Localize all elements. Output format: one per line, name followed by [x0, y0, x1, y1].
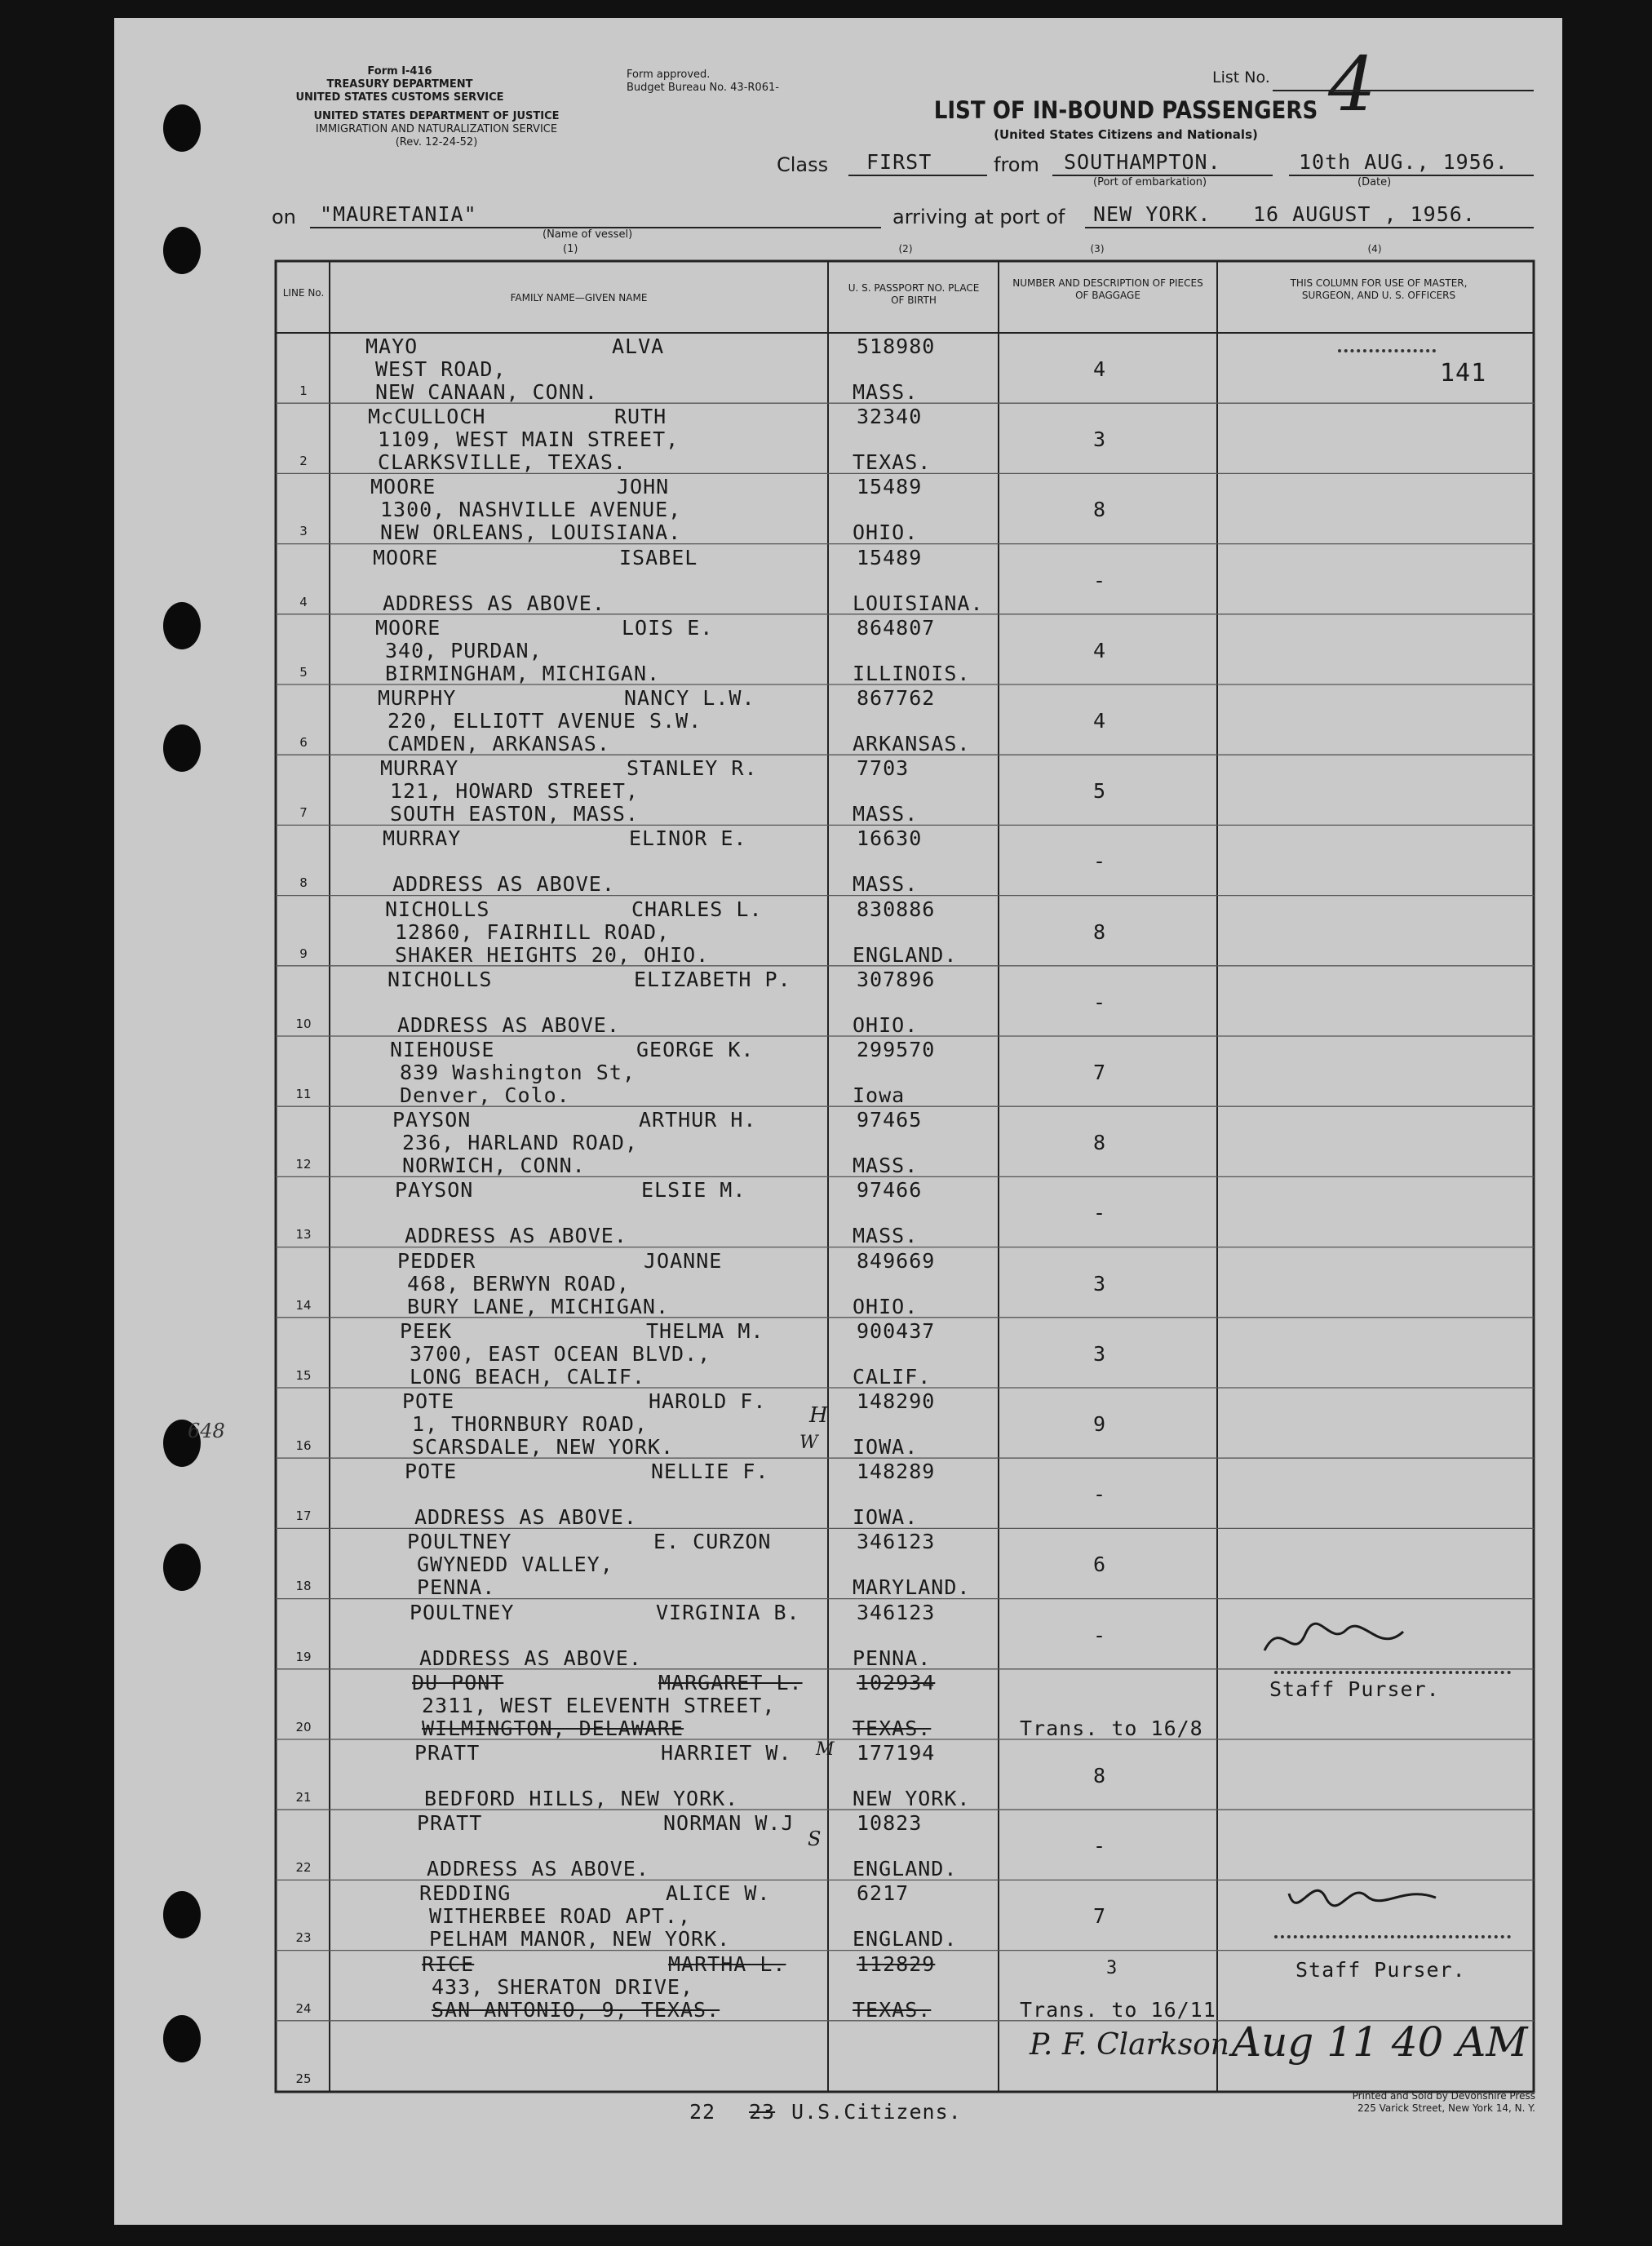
line-number: 25 [295, 2071, 312, 2086]
family-name: McCULLOCH [368, 405, 486, 429]
baggage-count: 3 [1093, 1341, 1107, 1366]
family-name: MOORE [370, 475, 436, 499]
baggage-count: 8 [1093, 919, 1107, 944]
baggage-count: - [1093, 568, 1107, 592]
list-no-value: 4 [1328, 41, 1376, 128]
passport-number: 346123 [857, 1600, 936, 1624]
place-of-birth: IOWA. [853, 1435, 919, 1459]
baggage-count: 4 [1093, 357, 1107, 381]
place-of-birth: LOUISIANA. [853, 591, 984, 615]
place-of-birth: ARKANSAS. [853, 732, 971, 755]
address-line-2: Denver, Colo. [400, 1083, 570, 1107]
family-name: MURRAY [380, 756, 459, 781]
line-number: 17 [295, 1508, 312, 1524]
address-line-2: CLARKSVILLE, TEXAS. [378, 450, 627, 475]
place-of-birth: MASS. [853, 872, 919, 897]
line-number: 24 [295, 2000, 312, 2016]
arrival-port: NEW YORK. [1093, 202, 1211, 226]
address-line-1: 236, HARLAND ROAD, [402, 1131, 638, 1155]
family-name: MOORE [373, 545, 439, 569]
baggage-count: 3 [1093, 427, 1107, 452]
issuing-department: UNITED STATES DEPARTMENT OF JUSTICE IMMIGRATION AND NATURALIZATION SERVICE (Rev. 12-24-52) [313, 110, 560, 148]
address-line-2: SHAKER HEIGHTS 20, OHIO. [395, 942, 710, 967]
given-name: GEORGE K. [636, 1038, 755, 1061]
family-name: NICHOLLS [385, 897, 490, 921]
given-name: NELLIE F. [651, 1460, 769, 1484]
place-of-birth: ENGLAND. [853, 942, 958, 967]
on-label: on [272, 206, 296, 228]
header-line-no: LINE No. [282, 287, 325, 299]
bag-note: 3 [1106, 1958, 1118, 1978]
baggage-count: - [1093, 849, 1107, 874]
page-title: LIST OF IN-BOUND PASSENGERS [933, 96, 1318, 124]
given-name: CHARLES L. [631, 897, 763, 921]
given-name: NORMAN W.J [663, 1811, 795, 1836]
given-name: NANCY L.W. [624, 686, 755, 710]
baggage-count: 8 [1093, 1764, 1107, 1787]
from-value: SOUTHAMPTON. [1064, 150, 1221, 174]
line-number: 5 [299, 664, 308, 680]
address-line-2: LONG BEACH, CALIF. [410, 1364, 645, 1389]
address-line-2: NEW ORLEANS, LOUISIANA. [380, 521, 682, 545]
family-name: REDDING [419, 1881, 512, 1906]
place-of-birth: MASS. [853, 1224, 919, 1248]
address-line-1: 121, HOWARD STREET, [390, 779, 639, 804]
family-name: PAYSON [395, 1178, 474, 1203]
officer-dots [1338, 349, 1436, 352]
address-line-2: SCARSDALE, NEW YORK. [412, 1435, 675, 1459]
address-line-1: 3700, EAST OCEAN BLVD., [410, 1341, 711, 1366]
budget-approval: Form approved. Budget Bureau No. 43-R061- [627, 69, 779, 94]
hand-mark-m: M [816, 1739, 835, 1760]
baggage-count: 5 [1093, 779, 1107, 804]
hand-mark-w: W [799, 1433, 818, 1453]
place-of-birth: MARYLAND. [853, 1575, 971, 1600]
baggage-count: Trans. to 16/11 [1020, 1997, 1216, 2022]
passport-number: 16630 [857, 826, 923, 851]
address-line-2: NEW CANAAN, CONN. [375, 380, 598, 404]
passport-number: 102934 [857, 1670, 936, 1694]
line-number: 19 [295, 1649, 312, 1664]
signature-scribble-1 [1256, 1614, 1411, 1671]
class-label: Class [777, 153, 829, 176]
address-line-2: NORWICH, CONN. [402, 1154, 586, 1178]
address-line-2: ADDRESS AS ABOVE. [419, 1646, 642, 1670]
address-line-1: WITHERBEE ROAD APT., [429, 1904, 692, 1929]
line-number: 22 [295, 1860, 312, 1876]
place-of-birth: OHIO. [853, 1294, 919, 1318]
col-num-4: (4) [1367, 243, 1382, 255]
given-name: STANLEY R. [627, 756, 758, 781]
form-id: Form I-416 TREASURY DEPARTMENT UNITED STATES CUSTOMS SERVICE [295, 65, 504, 104]
address-line-1: GWYNEDD VALLEY, [417, 1553, 613, 1577]
given-name: HARRIET W. [661, 1741, 792, 1765]
line-number: 2 [299, 454, 308, 469]
place-of-birth: IOWA. [853, 1505, 919, 1530]
address-line-2: ADDRESS AS ABOVE. [427, 1857, 649, 1881]
family-name: MAYO [365, 334, 419, 358]
baggage-count: - [1093, 1201, 1107, 1225]
line-number: 3 [299, 524, 308, 539]
baggage-count: 8 [1093, 1131, 1107, 1155]
printer-credit: Printed and Sold by Devonshire Press 225 Varick Street, New York 14, N. Y. [1352, 2090, 1535, 2114]
address-line-1: 468, BERWYN ROAD, [407, 1271, 630, 1296]
baggage-count: - [1093, 1623, 1107, 1647]
address-line-2: CAMDEN, ARKANSAS. [388, 732, 610, 755]
line-number: 4 [299, 594, 308, 609]
vessel-name: "MAURETANIA" [320, 202, 477, 226]
line-number: 7 [299, 805, 308, 821]
given-name: ALICE W. [666, 1881, 771, 1906]
address-line-2: ADDRESS AS ABOVE. [383, 591, 605, 615]
line-number: 12 [295, 1157, 312, 1172]
family-name: NIEHOUSE [390, 1038, 495, 1061]
family-name: PRATT [414, 1741, 481, 1765]
passport-number: 864807 [857, 615, 936, 640]
signature-scribble-2 [1281, 1865, 1444, 1922]
given-name: ELIZABETH P. [634, 967, 791, 991]
place-of-birth: TEXAS. [853, 450, 932, 475]
line-number: 11 [295, 1087, 312, 1101]
address-line-1: 1, THORNBURY ROAD, [412, 1412, 648, 1436]
line-number: 20 [295, 1719, 312, 1734]
header-officers: THIS COLUMN FOR USE OF MASTER, SURGEON, AND U. S. OFFICERS [1290, 277, 1468, 301]
given-name: ELSIE M. [641, 1178, 746, 1203]
line-number: 10 [295, 1016, 312, 1031]
given-name: JOANNE [644, 1248, 723, 1273]
baggage-count: - [1093, 1482, 1107, 1507]
baggage-count: 4 [1093, 709, 1107, 733]
baggage-count: 7 [1093, 1904, 1107, 1929]
passport-number: 518980 [857, 334, 936, 358]
bottom-time: Aug 11 40 AM [1232, 2018, 1528, 2066]
baggage-count: 9 [1093, 1412, 1107, 1436]
line-number: 21 [295, 1790, 312, 1805]
line-number: 18 [295, 1579, 312, 1594]
passport-number: 15489 [857, 545, 923, 569]
family-name: DU PONT [412, 1670, 504, 1694]
port-embark-caption: (Port of embarkation) [1093, 176, 1207, 188]
place-of-birth: MASS. [853, 380, 919, 404]
list-no-label: List No. [1212, 69, 1270, 86]
passport-number: 7703 [857, 756, 910, 781]
address-line-2: ADDRESS AS ABOVE. [414, 1505, 637, 1530]
family-name: PAYSON [392, 1108, 472, 1132]
address-line-1: 2311, WEST ELEVENTH STREET, [422, 1693, 776, 1717]
departure-date: 10th AUG., 1956. [1299, 150, 1508, 174]
purser-signature-2 [1281, 1865, 1444, 1925]
passport-number: 97466 [857, 1178, 923, 1203]
baggage-count: 4 [1093, 638, 1107, 662]
citizen-count-label: U.S.Citizens. [791, 2100, 962, 2124]
margin-note: 648 [188, 1420, 225, 1442]
address-line-1: 340, PURDAN, [385, 638, 543, 662]
line-number: 16 [295, 1438, 312, 1453]
purser-dots-1 [1274, 1671, 1511, 1674]
vessel-col-num: (1) [563, 243, 578, 255]
passport-number: 867762 [857, 686, 936, 710]
line-number: 13 [295, 1227, 312, 1243]
address-line-1: 1300, NASHVILLE AVENUE, [380, 498, 682, 522]
given-name: HAROLD F. [649, 1389, 767, 1413]
officer-mark: 141 [1440, 359, 1487, 388]
purser-signature-1 [1256, 1614, 1411, 1679]
place-of-birth: TEXAS. [853, 1997, 932, 2022]
address-line-2: WILMINGTON, DELAWARE [422, 1716, 684, 1740]
given-name: E. CURZON [653, 1530, 772, 1554]
address-line-1: 12860, FAIRHILL ROAD, [395, 919, 671, 944]
passport-number: 346123 [857, 1530, 936, 1554]
place-of-birth: Iowa [853, 1083, 906, 1107]
given-name: VIRGINIA B. [656, 1600, 800, 1624]
baggage-count: 8 [1093, 498, 1107, 522]
family-name: POULTNEY [407, 1530, 512, 1554]
baggage-count: Trans. to 16/8 [1020, 1716, 1203, 1740]
address-line-2: ADDRESS AS ABOVE. [405, 1224, 627, 1248]
header-baggage: NUMBER AND DESCRIPTION OF PIECES OF BAGGAGE [1012, 277, 1203, 301]
address-line-2: SOUTH EASTON, MASS. [390, 802, 639, 826]
passport-number: 32340 [857, 405, 923, 429]
passport-number: 148289 [857, 1460, 936, 1484]
baggage-count: 7 [1093, 1061, 1107, 1084]
address-line-2: BEDFORD HILLS, NEW YORK. [424, 1787, 739, 1810]
baggage-count: 3 [1093, 1271, 1107, 1296]
passport-number: 849669 [857, 1248, 936, 1273]
date-caption: (Date) [1357, 176, 1392, 188]
col-num-2: (2) [898, 243, 913, 255]
passport-number: 307896 [857, 967, 936, 991]
address-line-2: BIRMINGHAM, MICHIGAN. [385, 661, 661, 685]
family-name: NICHOLLS [388, 967, 493, 991]
arriving-label: arriving at port of [892, 206, 1065, 228]
passport-number: 112829 [857, 1951, 936, 1976]
address-line-2: BURY LANE, MICHIGAN. [407, 1294, 670, 1318]
bottom-signature: P. F. Clarkson [1030, 2028, 1229, 2062]
hand-mark-h: H [809, 1403, 828, 1428]
family-name: POTE [402, 1389, 455, 1413]
header-name: FAMILY NAME—GIVEN NAME [510, 292, 648, 303]
baggage-count: - [1093, 1834, 1107, 1858]
vessel-caption: (Name of vessel) [543, 228, 633, 241]
place-of-birth: ILLINOIS. [853, 661, 971, 685]
address-line-1: 839 Washington St, [400, 1061, 636, 1084]
citizen-count: 22 [689, 2100, 716, 2124]
col-num-3: (3) [1090, 243, 1105, 255]
passport-number: 10823 [857, 1811, 923, 1836]
address-line-1: 1109, WEST MAIN STREET, [378, 427, 680, 452]
baggage-count: - [1093, 990, 1107, 1014]
staff-purser-1: Staff Purser. [1269, 1677, 1440, 1701]
address-line-2: SAN ANTONIO, 9, TEXAS. [432, 1997, 720, 2022]
citizen-count-struck: 23 [749, 2100, 776, 2124]
address-line-1: 220, ELLIOTT AVENUE S.W. [388, 709, 702, 733]
address-line-1: WEST ROAD, [375, 357, 507, 381]
baggage-count: 6 [1093, 1553, 1107, 1577]
line-number: 6 [299, 735, 308, 750]
page-subtitle: (United States Citizens and Nationals) [994, 127, 1258, 142]
line-number: 8 [299, 875, 308, 891]
given-name: MARGARET L. [658, 1670, 803, 1694]
line-number: 14 [295, 1297, 312, 1313]
place-of-birth: NEW YORK. [853, 1787, 971, 1810]
staff-purser-2: Staff Purser. [1295, 1958, 1466, 1982]
place-of-birth: OHIO. [853, 1012, 919, 1037]
line-number: 15 [295, 1367, 312, 1383]
passport-number: 148290 [857, 1389, 936, 1413]
family-name: POULTNEY [410, 1600, 515, 1624]
given-name: ALVA [612, 334, 665, 358]
place-of-birth: ENGLAND. [853, 1857, 958, 1881]
line-number: 23 [295, 1930, 312, 1946]
passport-number: 830886 [857, 897, 936, 921]
passport-number: 97465 [857, 1108, 923, 1132]
hand-mark-s: S [808, 1827, 822, 1850]
purser-dots-2 [1274, 1935, 1511, 1938]
family-name: PEEK [400, 1318, 453, 1343]
passport-number: 15489 [857, 475, 923, 499]
address-line-2: ADDRESS AS ABOVE. [392, 872, 615, 897]
given-name: MARTHA L. [668, 1951, 786, 1976]
given-name: ISABEL [619, 545, 698, 569]
given-name: THELMA M. [646, 1318, 764, 1343]
family-name: PRATT [417, 1811, 483, 1836]
place-of-birth: TEXAS. [853, 1716, 932, 1740]
arrival-date: 16 AUGUST , 1956. [1253, 202, 1476, 226]
family-name: POTE [405, 1460, 458, 1484]
given-name: LOIS E. [622, 615, 714, 640]
place-of-birth: MASS. [853, 802, 919, 826]
header-passport: U. S. PASSPORT NO. PLACE OF BIRTH [848, 282, 980, 306]
family-name: RICE [422, 1951, 475, 1976]
family-name: MURRAY [383, 826, 462, 851]
place-of-birth: PENNA. [853, 1646, 932, 1670]
passport-number: 900437 [857, 1318, 936, 1343]
passport-number: 6217 [857, 1881, 910, 1906]
given-name: RUTH [614, 405, 667, 429]
address-line-2: PELHAM MANOR, NEW YORK. [429, 1927, 731, 1951]
given-name: JOHN [617, 475, 670, 499]
address-line-2: ADDRESS AS ABOVE. [397, 1012, 620, 1037]
line-number: 1 [299, 383, 308, 398]
place-of-birth: MASS. [853, 1154, 919, 1178]
address-line-2: PENNA. [417, 1575, 496, 1600]
family-name: MOORE [375, 615, 441, 640]
from-label: from [994, 153, 1039, 176]
family-name: MURPHY [378, 686, 457, 710]
given-name: ELINOR E. [629, 826, 747, 851]
line-number: 9 [299, 946, 308, 961]
given-name: ARTHUR H. [639, 1108, 757, 1132]
place-of-birth: ENGLAND. [853, 1927, 958, 1951]
passport-number: 299570 [857, 1038, 936, 1061]
passport-number: 177194 [857, 1741, 936, 1765]
place-of-birth: OHIO. [853, 521, 919, 545]
address-line-1: 433, SHERATON DRIVE, [432, 1974, 694, 1999]
class-value: FIRST [866, 150, 932, 174]
family-name: PEDDER [397, 1248, 476, 1273]
place-of-birth: CALIF. [853, 1364, 932, 1389]
